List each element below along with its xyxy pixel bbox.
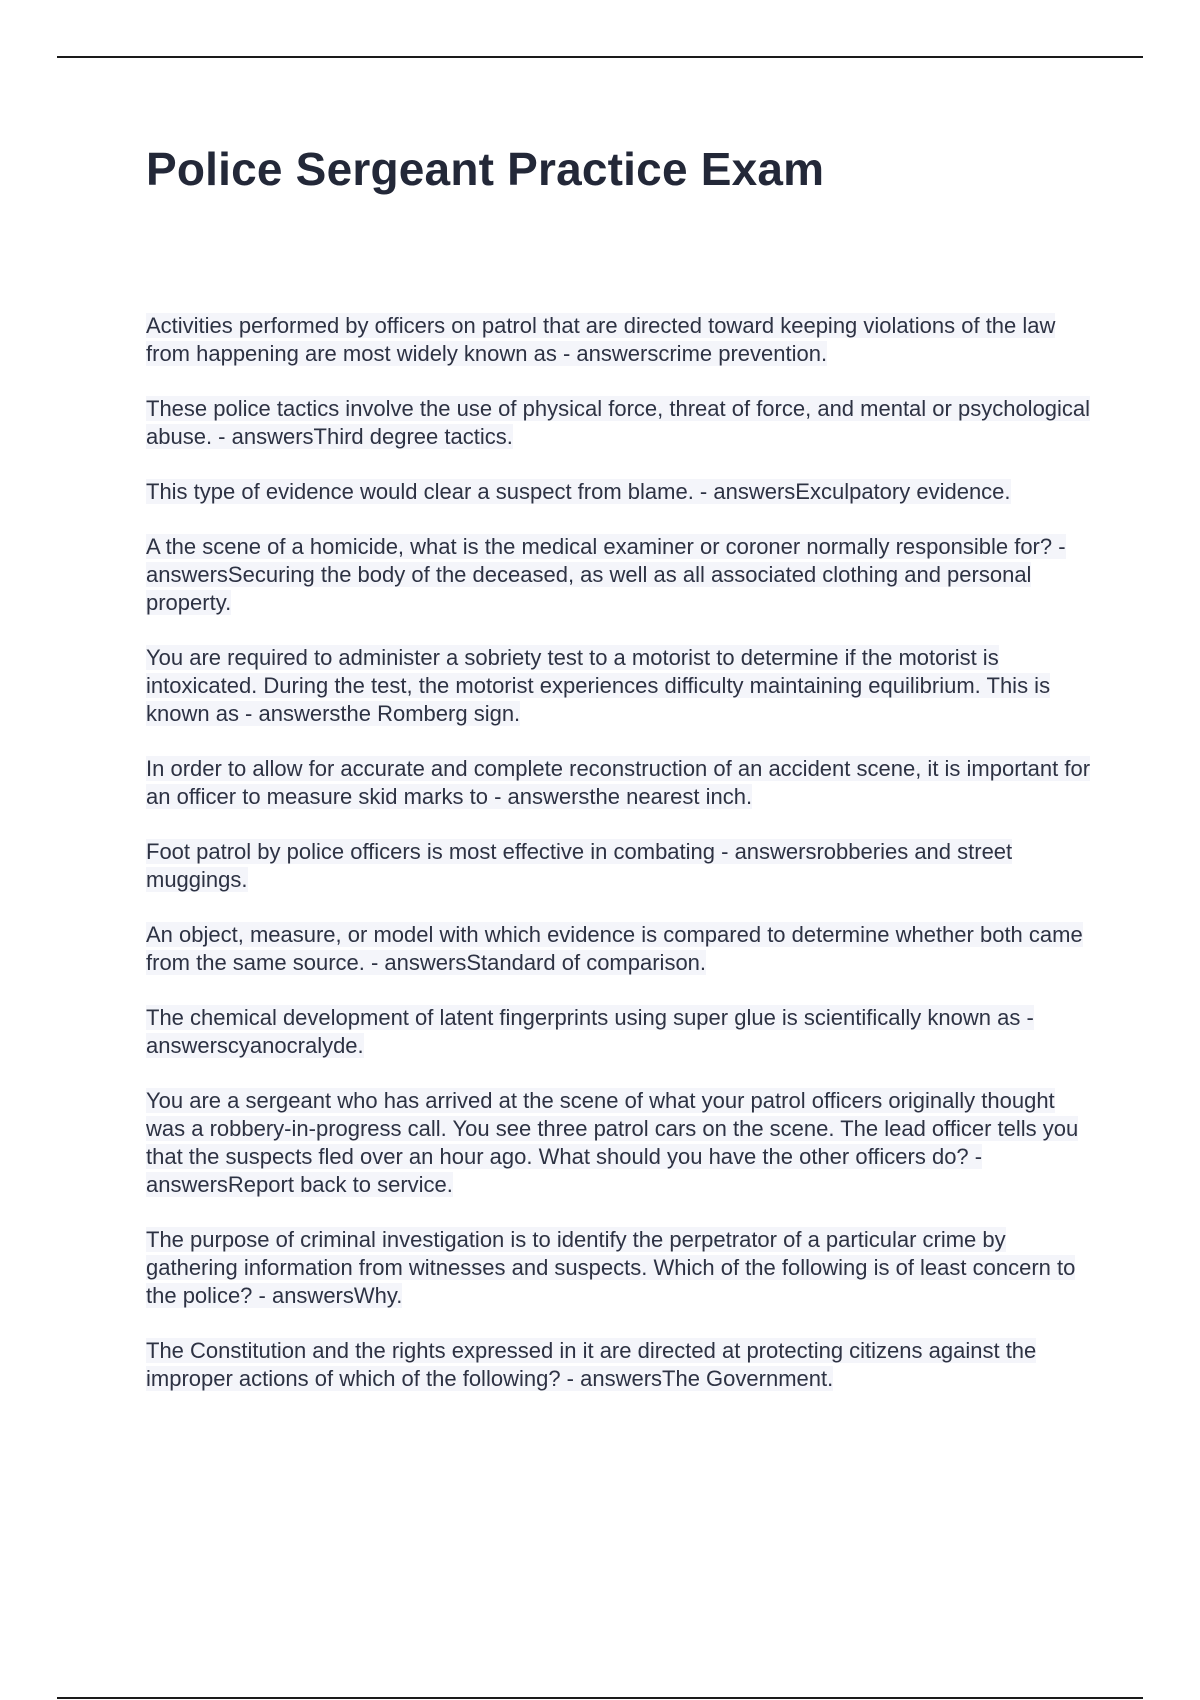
qa-text: In order to allow for accurate and complete reconstruction of an accident scene, it is important for an officer to measure skid marks to - answersthe nearest inch. xyxy=(146,756,1091,809)
qa-item xyxy=(146,533,1096,617)
qa-item xyxy=(146,838,1096,894)
page-title: Police Sergeant Practice Exam xyxy=(146,143,825,195)
qa-text: You are required to administer a sobriety test to a motorist to determine if the motorist is intoxicated. During the test, the motorist experiences difficulty maintaining equilibrium. This is known as - answersthe Romberg sign. xyxy=(146,645,1051,726)
qa-item xyxy=(146,644,1096,728)
qa-item xyxy=(146,1004,1096,1060)
top-divider xyxy=(57,56,1143,58)
qa-text: These police tactics involve the use of physical force, threat of force, and mental or psychological abuse. - answersThird degree tactics. xyxy=(146,396,1091,449)
qa-item xyxy=(146,755,1096,811)
qa-text: This type of evidence would clear a suspect from blame. - answersExculpatory evidence. xyxy=(146,479,1011,504)
qa-item xyxy=(146,1337,1096,1393)
qa-item xyxy=(146,312,1096,368)
qa-text: A the scene of a homicide, what is the medical examiner or coroner normally responsible for? - answersSecuring the body of the deceased, as well as all associated clothing and personal property. xyxy=(146,534,1066,615)
qa-item xyxy=(146,921,1096,977)
qa-text: Activities performed by officers on patrol that are directed toward keeping violations of the law from happening are most widely known as - answerscrime prevention. xyxy=(146,313,1056,366)
qa-text: Foot patrol by police officers is most effective in combating - answersrobberies and street muggings. xyxy=(146,839,1013,892)
qa-text: The chemical development of latent fingerprints using super glue is scientifically known as - answerscyanocralyde. xyxy=(146,1005,1034,1058)
qa-item xyxy=(146,1087,1096,1199)
qa-text: You are a sergeant who has arrived at the scene of what your patrol officers originally thought was a robbery-in-progress call. You see three patrol cars on the scene. The lead officer tells you that the suspects fled over an hour ago. What should you have the other officers do? - answersReport back to service. xyxy=(146,1088,1079,1197)
qa-list xyxy=(146,312,1096,1420)
qa-item xyxy=(146,1226,1096,1310)
qa-text: The purpose of criminal investigation is to identify the perpetrator of a particular crime by gathering information from witnesses and suspects. Which of the following is of least concern to the police? - answersWhy. xyxy=(146,1227,1076,1308)
qa-text: The Constitution and the rights expressed in it are directed at protecting citizens against the improper actions of which of the following? - answersThe Government. xyxy=(146,1338,1037,1391)
qa-item xyxy=(146,395,1096,451)
qa-item xyxy=(146,478,1096,506)
qa-text: An object, measure, or model with which evidence is compared to determine whether both came from the same source. - answersStandard of comparison. xyxy=(146,922,1083,975)
bottom-divider xyxy=(57,1697,1143,1699)
